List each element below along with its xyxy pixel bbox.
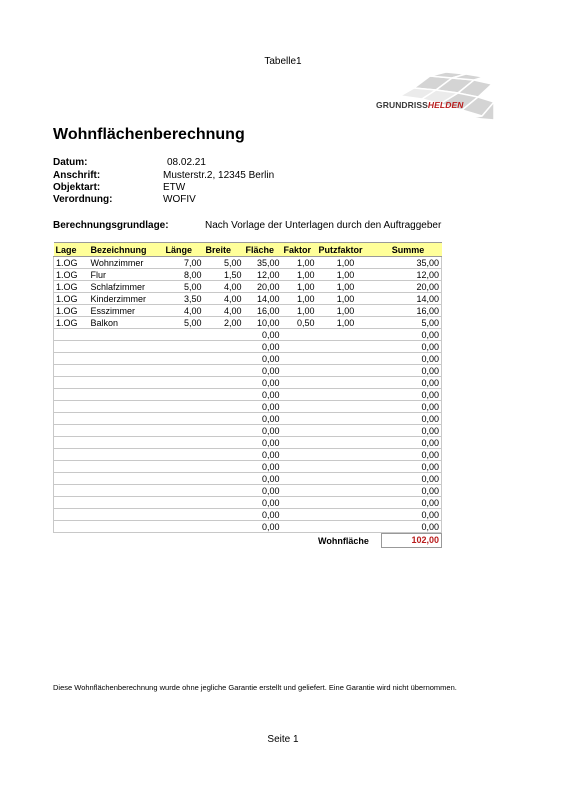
table-cell: 4,00 <box>204 293 244 305</box>
table-cell: 0,00 <box>375 389 442 401</box>
table-cell <box>317 353 375 365</box>
table-cell: 14,00 <box>244 293 282 305</box>
table-cell: 7,00 <box>164 257 204 269</box>
table-cell: 1,00 <box>317 317 375 329</box>
table-cell: 1,00 <box>282 305 317 317</box>
table-cell <box>204 521 244 533</box>
table-row <box>54 401 442 413</box>
table-cell: 0,00 <box>375 449 442 461</box>
col-header-lage: Lage <box>54 243 89 257</box>
table-cell: 4,00 <box>164 305 204 317</box>
table-cell <box>204 425 244 437</box>
table-cell: 16,00 <box>244 305 282 317</box>
table-row <box>54 413 442 425</box>
table-cell <box>282 521 317 533</box>
object-type-value: ETW <box>163 182 186 193</box>
table-cell: 1.OG <box>54 269 89 281</box>
table-cell <box>282 329 317 341</box>
logo-text-part2: HELDEN <box>427 100 464 110</box>
table-cell: 1.OG <box>54 305 89 317</box>
calculation-basis-value: Nach Vorlage der Unterlagen durch den Auftraggeber <box>205 220 442 231</box>
table-cell: 0,00 <box>244 521 282 533</box>
table-cell <box>317 401 375 413</box>
table-cell <box>164 353 204 365</box>
table-cell <box>54 449 89 461</box>
disclaimer-text: Diese Wohnflächenberechnung wurde ohne jegliche Garantie erstellt und geliefert. Eine Garantie wird nicht übernommen. <box>53 683 457 692</box>
calculation-basis-label: Berechnungsgrundlage: <box>53 220 169 231</box>
table-cell: 0,00 <box>375 473 442 485</box>
table-cell <box>54 389 89 401</box>
table-cell <box>282 365 317 377</box>
table-cell: 1,00 <box>317 257 375 269</box>
page-number: Seite 1 <box>267 734 299 745</box>
table-cell <box>282 497 317 509</box>
table-cell <box>204 341 244 353</box>
table-cell: 0,00 <box>244 329 282 341</box>
table-cell <box>164 497 204 509</box>
table-cell: 0,00 <box>375 509 442 521</box>
table-cell: 0,00 <box>244 509 282 521</box>
table-cell <box>89 461 164 473</box>
table-cell: 3,50 <box>164 293 204 305</box>
table-cell <box>89 497 164 509</box>
date-label: Datum: <box>53 157 88 168</box>
table-cell: 1.OG <box>54 281 89 293</box>
table-cell: 16,00 <box>375 305 442 317</box>
table-cell <box>282 413 317 425</box>
table-row <box>54 473 442 485</box>
address-value: Musterstr.2, 12345 Berlin <box>163 170 275 181</box>
table-cell <box>164 377 204 389</box>
table-cell <box>89 473 164 485</box>
table-cell: 0,00 <box>244 401 282 413</box>
table-cell: 0,00 <box>244 389 282 401</box>
table-cell: 35,00 <box>244 257 282 269</box>
table-row <box>54 317 442 329</box>
object-type-label: Objektart: <box>53 182 101 193</box>
table-cell <box>54 473 89 485</box>
table-cell <box>204 377 244 389</box>
table-cell: 1.OG <box>54 317 89 329</box>
table-cell <box>54 521 89 533</box>
table-cell <box>317 461 375 473</box>
table-cell <box>54 401 89 413</box>
table-cell <box>89 437 164 449</box>
table-cell <box>54 365 89 377</box>
table-cell <box>54 485 89 497</box>
table-row <box>54 293 442 305</box>
table-cell <box>164 413 204 425</box>
table-header-row <box>54 243 442 257</box>
table-body <box>54 257 442 533</box>
table-row <box>54 281 442 293</box>
table-cell <box>317 377 375 389</box>
table-cell <box>317 485 375 497</box>
table-cell <box>89 389 164 401</box>
table-cell <box>204 449 244 461</box>
sheet-name: Tabelle1 <box>264 56 302 67</box>
table-cell <box>89 353 164 365</box>
table-cell: 5,00 <box>204 257 244 269</box>
table-cell: 0,00 <box>244 485 282 497</box>
logo-text-part1: GRUNDRISS <box>376 100 428 110</box>
table-cell: 12,00 <box>375 269 442 281</box>
table-cell <box>164 485 204 497</box>
col-header-breite: Breite <box>204 243 244 257</box>
table-cell: 0,00 <box>375 425 442 437</box>
table-cell: 0,00 <box>375 341 442 353</box>
table-cell: 1,00 <box>282 293 317 305</box>
table-cell: 0,00 <box>244 461 282 473</box>
table-cell <box>54 353 89 365</box>
table-cell: 1,00 <box>317 305 375 317</box>
table-cell: Kinderzimmer <box>89 293 164 305</box>
table-cell: 0,00 <box>244 437 282 449</box>
table-cell: Schlafzimmer <box>89 281 164 293</box>
table-cell <box>204 329 244 341</box>
table-cell: 0,00 <box>244 449 282 461</box>
table-cell: 1.OG <box>54 257 89 269</box>
table-cell: 0,00 <box>244 473 282 485</box>
table-cell: 0,00 <box>375 377 442 389</box>
table-cell <box>282 461 317 473</box>
table-cell <box>282 401 317 413</box>
table-cell: 4,00 <box>204 305 244 317</box>
table-row <box>54 449 442 461</box>
table-cell: 10,00 <box>244 317 282 329</box>
table-cell <box>204 485 244 497</box>
table-cell: 0,00 <box>375 365 442 377</box>
table-cell <box>204 461 244 473</box>
table-cell <box>164 461 204 473</box>
table-row <box>54 509 442 521</box>
table-cell <box>89 341 164 353</box>
table-cell: 2,00 <box>204 317 244 329</box>
table-cell <box>89 485 164 497</box>
table-cell <box>54 461 89 473</box>
table-cell: 0,00 <box>244 341 282 353</box>
table-cell: 1,00 <box>282 269 317 281</box>
table-cell: 14,00 <box>375 293 442 305</box>
table-cell <box>317 497 375 509</box>
table-cell: Wohnzimmer <box>89 257 164 269</box>
table-cell <box>54 413 89 425</box>
table-row <box>54 341 442 353</box>
regulation-label: Verordnung: <box>53 194 113 205</box>
table-cell: 0,00 <box>375 413 442 425</box>
table-cell: 0,00 <box>375 485 442 497</box>
col-header-flaeche: Fläche <box>244 243 282 257</box>
table-cell <box>89 449 164 461</box>
table-cell <box>317 437 375 449</box>
table-cell <box>317 329 375 341</box>
logo-wordmark <box>376 100 463 110</box>
table-cell <box>282 485 317 497</box>
table-cell <box>317 449 375 461</box>
table-cell <box>317 521 375 533</box>
table-cell <box>164 389 204 401</box>
table-cell <box>54 509 89 521</box>
table-cell <box>54 341 89 353</box>
table-cell <box>164 341 204 353</box>
table-row <box>54 257 442 269</box>
table-cell <box>164 401 204 413</box>
table-cell <box>282 389 317 401</box>
table-row <box>54 485 442 497</box>
table-cell <box>164 449 204 461</box>
table-cell: Flur <box>89 269 164 281</box>
table-row <box>54 461 442 473</box>
table-cell <box>282 353 317 365</box>
table-cell <box>317 365 375 377</box>
table-cell <box>89 377 164 389</box>
table-cell <box>317 509 375 521</box>
address-label: Anschrift: <box>53 170 101 181</box>
table-cell <box>204 413 244 425</box>
table-cell: Esszimmer <box>89 305 164 317</box>
table-cell <box>204 509 244 521</box>
date-value: 08.02.21 <box>167 157 206 168</box>
table-cell <box>282 509 317 521</box>
total-area-label: Wohnfläche <box>318 536 369 546</box>
table-cell: 1,00 <box>317 281 375 293</box>
table-cell: 0,00 <box>244 353 282 365</box>
table-cell <box>282 449 317 461</box>
table-cell: 0,00 <box>244 377 282 389</box>
table-row <box>54 497 442 509</box>
table-cell <box>317 341 375 353</box>
table-cell: 0,00 <box>375 461 442 473</box>
table-cell <box>164 473 204 485</box>
table-cell <box>204 401 244 413</box>
table-row <box>54 425 442 437</box>
table-cell <box>204 497 244 509</box>
table-cell <box>164 509 204 521</box>
table-row <box>54 353 442 365</box>
table-row <box>54 377 442 389</box>
table-cell: 4,00 <box>204 281 244 293</box>
table-cell <box>204 437 244 449</box>
table-cell: 0,00 <box>244 497 282 509</box>
table-cell <box>164 521 204 533</box>
table-cell <box>89 365 164 377</box>
table-cell <box>89 401 164 413</box>
table-cell: 1,00 <box>317 269 375 281</box>
total-area-value: 102,00 <box>381 533 442 548</box>
table-cell: 12,00 <box>244 269 282 281</box>
table-cell <box>89 413 164 425</box>
col-header-summe: Summe <box>375 243 442 257</box>
table-cell: 20,00 <box>244 281 282 293</box>
table-row <box>54 305 442 317</box>
col-header-bezeichnung: Bezeichnung <box>89 243 164 257</box>
logo-tiles-icon <box>370 72 496 124</box>
table-cell <box>282 377 317 389</box>
table-cell: 0,00 <box>375 401 442 413</box>
table-cell <box>317 389 375 401</box>
table-cell <box>204 353 244 365</box>
page-title: Wohnflächenberechnung <box>53 126 245 143</box>
table-row <box>54 329 442 341</box>
table-cell: 0,00 <box>244 413 282 425</box>
table-cell <box>89 521 164 533</box>
table-cell <box>54 329 89 341</box>
table-cell: 5,00 <box>164 317 204 329</box>
table-cell: 1,00 <box>317 293 375 305</box>
table-cell <box>317 473 375 485</box>
table-cell: 0,00 <box>375 437 442 449</box>
table-cell: 1,50 <box>204 269 244 281</box>
table-cell <box>204 365 244 377</box>
table-cell <box>317 413 375 425</box>
table-cell <box>54 425 89 437</box>
table-row <box>54 269 442 281</box>
table-cell <box>89 329 164 341</box>
table-cell <box>317 425 375 437</box>
table-cell <box>204 389 244 401</box>
table-row <box>54 389 442 401</box>
table-cell: 1,00 <box>282 281 317 293</box>
table-row <box>54 521 442 533</box>
table-cell: 0,00 <box>244 425 282 437</box>
table-cell: Balkon <box>89 317 164 329</box>
table-cell: 0,50 <box>282 317 317 329</box>
table-cell: 0,00 <box>375 353 442 365</box>
table-cell: 5,00 <box>164 281 204 293</box>
regulation-value: WOFIV <box>163 194 196 205</box>
table-cell <box>164 329 204 341</box>
table-cell <box>164 365 204 377</box>
table-cell: 8,00 <box>164 269 204 281</box>
table-cell: 5,00 <box>375 317 442 329</box>
table-cell: 20,00 <box>375 281 442 293</box>
col-header-laenge: Länge <box>164 243 204 257</box>
table-cell: 0,00 <box>244 365 282 377</box>
company-logo <box>370 72 496 124</box>
table-cell <box>204 473 244 485</box>
table-cell <box>164 425 204 437</box>
table-cell: 1.OG <box>54 293 89 305</box>
table-cell <box>54 377 89 389</box>
table-cell <box>282 341 317 353</box>
table-cell: 0,00 <box>375 497 442 509</box>
table-cell: 35,00 <box>375 257 442 269</box>
table-cell <box>282 437 317 449</box>
table-cell: 0,00 <box>375 521 442 533</box>
table-cell <box>54 497 89 509</box>
table-cell <box>89 509 164 521</box>
table-cell <box>164 437 204 449</box>
col-header-putzfaktor: Putzfaktor <box>317 243 375 257</box>
table-row <box>54 437 442 449</box>
area-table <box>53 242 442 533</box>
col-header-faktor: Faktor <box>282 243 317 257</box>
table-row <box>54 365 442 377</box>
table-cell <box>89 425 164 437</box>
table-cell: 0,00 <box>375 329 442 341</box>
table-cell <box>54 437 89 449</box>
table-cell: 1,00 <box>282 257 317 269</box>
table-cell <box>282 473 317 485</box>
table-cell <box>282 425 317 437</box>
